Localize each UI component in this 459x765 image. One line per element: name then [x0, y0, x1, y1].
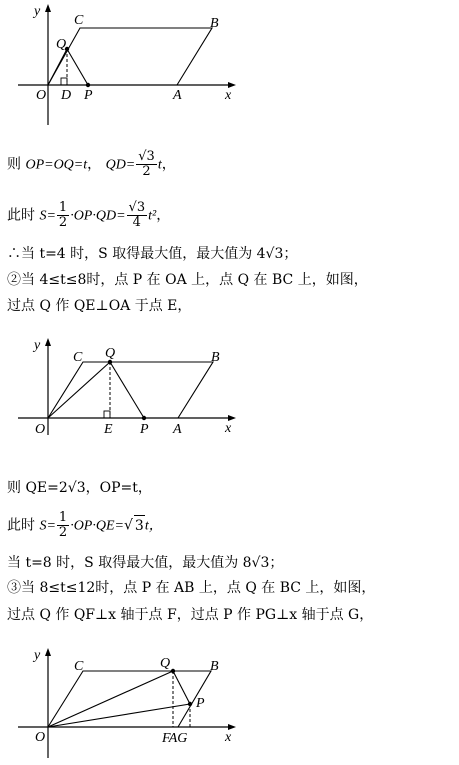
label-FAG: FAG: [162, 731, 188, 746]
segment-QP: [67, 49, 88, 85]
parallelogram-OCBA: [48, 671, 211, 727]
text-line-8: 当 t=8 时，S 取得最大值，最大值为 8√3；: [7, 555, 284, 571]
label-P: P: [196, 696, 205, 711]
point-Q: [171, 669, 175, 673]
point-P: [142, 416, 146, 420]
segment-OP: [48, 704, 190, 727]
segment-QP: [110, 362, 144, 418]
label-B: B: [211, 350, 220, 365]
label-A: A: [173, 88, 182, 103]
y-axis-arrow: [45, 338, 51, 346]
segment-OQ: [48, 49, 67, 85]
text-line-4: ②当 4≤t≤8时，点 P 在 OA 上，点 Q 在 BC 上，如图，: [7, 272, 368, 288]
label-C: C: [74, 13, 84, 28]
y-axis-arrow: [45, 4, 51, 12]
label-Q: Q: [105, 346, 116, 361]
label-y: y: [34, 338, 41, 353]
text-line-6: 则 QE=2√3，OP=t，: [7, 480, 152, 496]
label-x: x: [225, 88, 232, 103]
text-line-5: 过点 Q 作 QE⊥OA 于点 E，: [7, 298, 192, 314]
label-C: C: [74, 659, 84, 674]
text-line-3: ∴当 t=4 时，S 取得最大值，最大值为 4√3；: [7, 246, 298, 262]
label-O: O: [35, 422, 46, 437]
figure-2: [0, 330, 260, 440]
label-y: y: [34, 4, 41, 19]
point-P: [86, 83, 90, 87]
label-P: P: [140, 422, 149, 437]
label-P: P: [84, 88, 93, 103]
segment-OQ: [48, 671, 173, 727]
segment-OQ: [48, 362, 110, 418]
label-O: O: [36, 88, 47, 103]
label-A: A: [173, 422, 182, 437]
label-x: x: [225, 421, 232, 436]
label-B: B: [210, 16, 219, 31]
text-line-7: 此时 S= $\frac{1}{2}$ ·OP·QE=√ 3t，: [7, 510, 163, 540]
figure-1: [0, 0, 260, 130]
label-O: O: [35, 730, 46, 745]
right-angle-mark: [61, 78, 67, 85]
label-Q: Q: [56, 37, 67, 52]
y-axis-arrow: [45, 648, 51, 656]
label-Q: Q: [160, 656, 171, 671]
parallelogram-OCBA: [48, 28, 212, 85]
text-line-10: 过点 Q 作 QF⊥x 轴于点 F，过点 P 作 PG⊥x 轴于点 G，: [7, 607, 374, 623]
label-B: B: [210, 659, 219, 674]
right-angle-mark: [104, 411, 110, 418]
text-line-2: 此时 S= $\frac{1}{2}$ ·OP·QD= $\frac{√3}{4}$ t²，: [7, 200, 171, 230]
point-P: [188, 702, 192, 706]
label-C: C: [73, 350, 83, 365]
figure-3: [0, 640, 260, 760]
segment-QP: [173, 671, 190, 704]
label-E: E: [104, 422, 113, 437]
text-line-1: 则 OP=OQ=t， QD= $\frac{√3}{2}$ t，: [7, 149, 176, 179]
parallelogram-OCBA: [48, 362, 213, 418]
label-y: y: [34, 648, 41, 663]
text-line-9: ③当 8≤t≤12时，点 P 在 AB 上，点 Q 在 BC 上，如图，: [7, 580, 376, 596]
label-D: D: [61, 88, 72, 103]
label-x: x: [225, 730, 232, 745]
